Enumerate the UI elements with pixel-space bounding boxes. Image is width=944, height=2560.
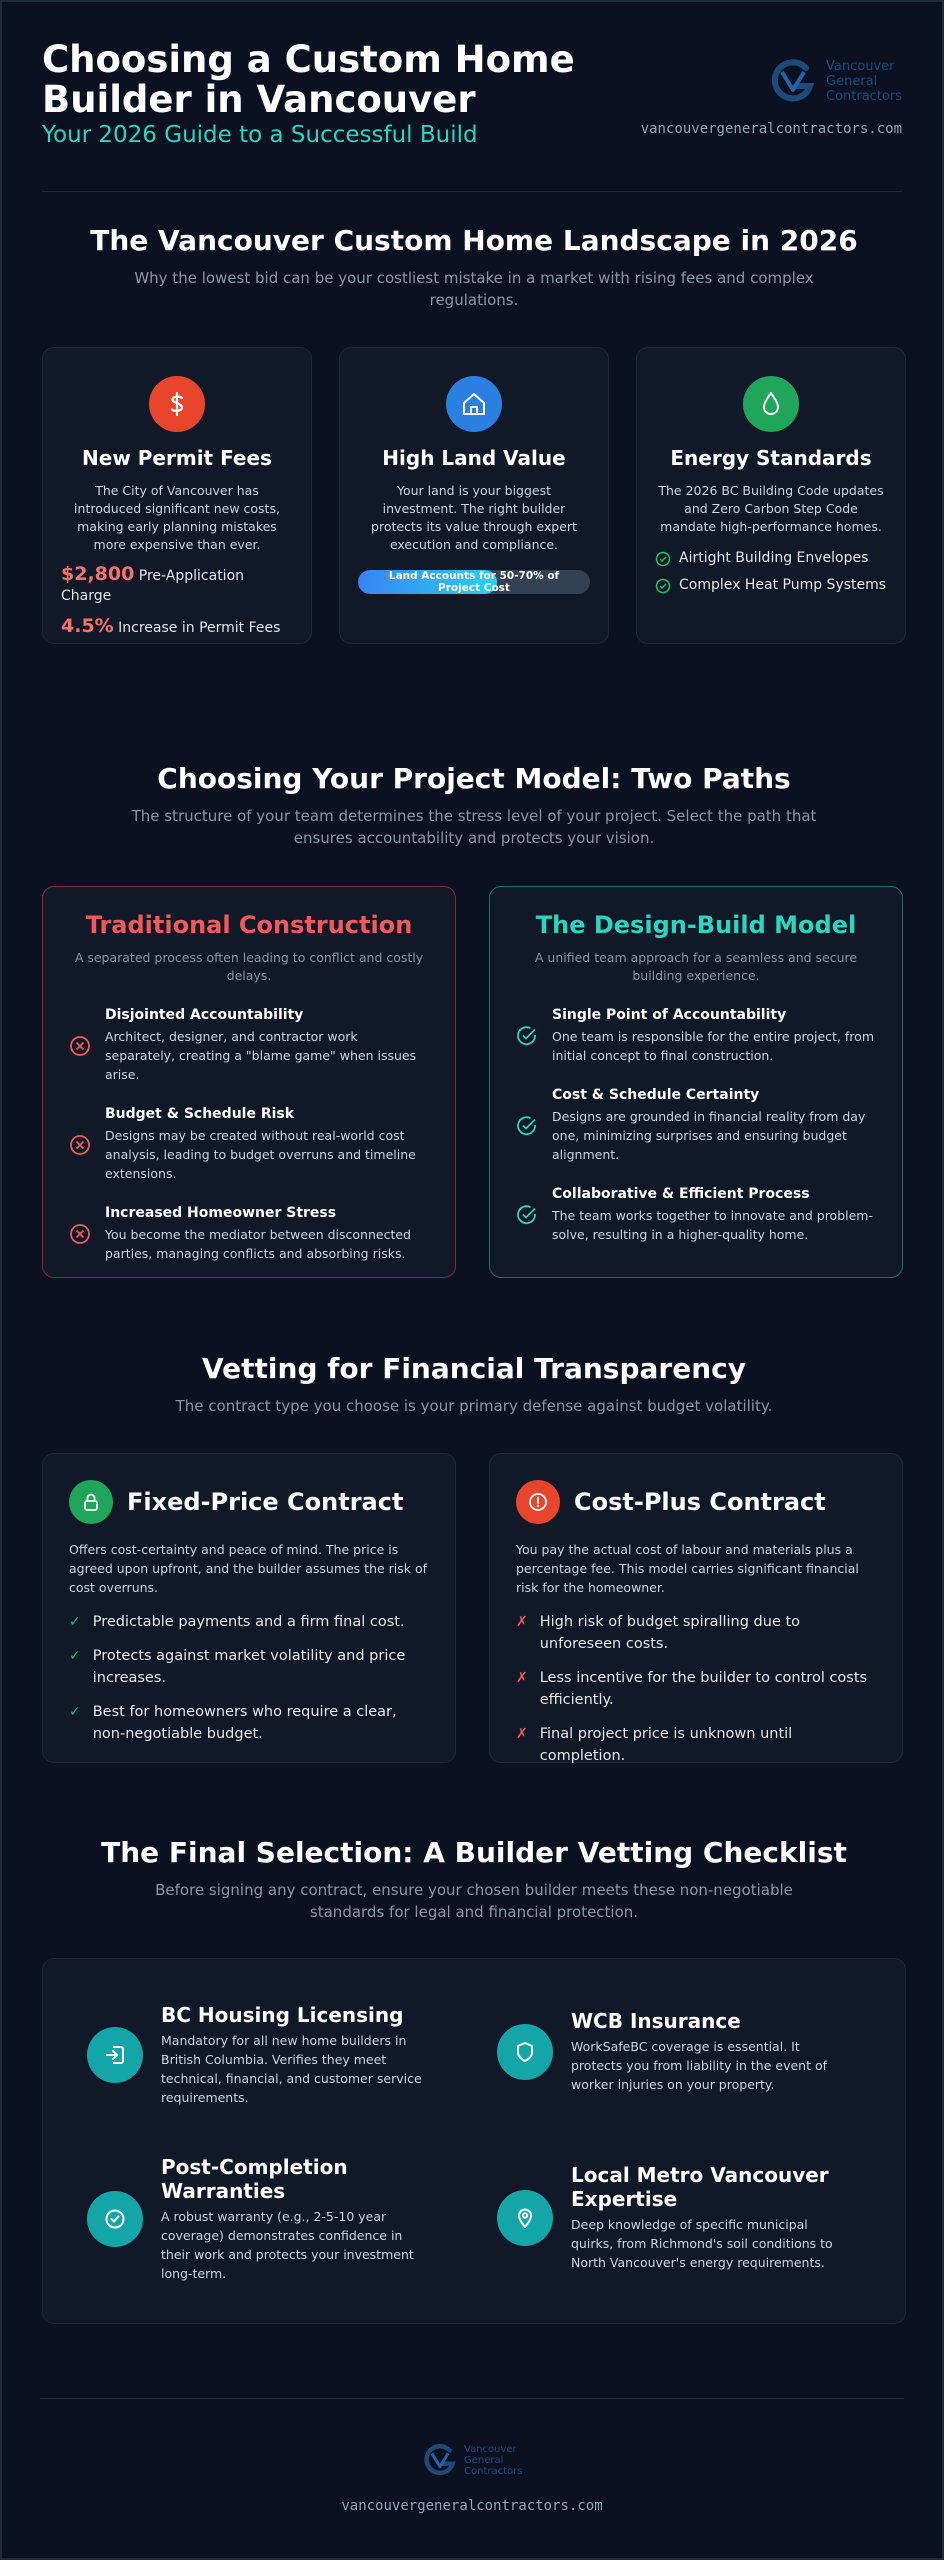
logo-line: Vancouver xyxy=(826,58,895,74)
checklist-card xyxy=(42,1958,906,2324)
checklist-item-wcb: WCB Insurance WorkSafeBC coverage is essential. It protects you from liability in the event of worker injuries on your property. xyxy=(497,2009,837,2094)
footer-url[interactable]: vancouvergeneralcontractors.com xyxy=(341,2498,603,2514)
alert-icon xyxy=(516,1480,560,1524)
landscape-cards xyxy=(42,347,906,647)
logo-line: General xyxy=(464,2454,504,2466)
card-title: High Land Value xyxy=(382,446,566,470)
card-title: New Permit Fees xyxy=(82,446,272,470)
list-item: Increased Homeowner Stress You become the mediator between disconnected parties, managing conflicts and absorbing risks. xyxy=(69,1205,429,1263)
section-title: The Vancouver Custom Home Landscape in 2026 xyxy=(90,224,858,257)
section-title: The Final Selection: A Builder Vetting Checklist xyxy=(101,1836,847,1869)
list-item: ✓ Predictable payments and a firm final cost. xyxy=(69,1611,429,1633)
list-item: ✗ High risk of budget spiralling due to unforeseen costs. xyxy=(516,1611,876,1655)
list-item: ✓ Protects against market volatility and price increases. xyxy=(69,1645,429,1689)
card-description: Your land is your biggest investment. The right builder protects its value through expert execution and compliance. xyxy=(371,483,577,552)
check-circle-icon xyxy=(516,1025,538,1047)
section-subtitle: The contract type you choose is your primary defense against budget volatility. xyxy=(175,1397,773,1415)
check-circle-icon xyxy=(655,551,671,567)
logo-line: Contractors xyxy=(464,2465,523,2477)
check-icon: ✓ xyxy=(69,1704,81,1720)
vgc-logo-icon xyxy=(766,54,820,108)
vgc-logo-icon xyxy=(420,2440,460,2480)
contract-cards xyxy=(42,1453,906,1765)
logo[interactable] xyxy=(766,54,902,108)
check-circle-icon xyxy=(516,1204,538,1226)
x-circle-icon xyxy=(69,1223,91,1245)
cross-icon: ✗ xyxy=(516,1614,528,1630)
card-description: The City of Vancouver has introduced significant new costs, making early planning mistakes more expensive than ever. xyxy=(74,483,280,552)
section-title: Choosing Your Project Model: Two Paths xyxy=(157,762,791,795)
list-item: Complex Heat Pump Systems xyxy=(655,575,887,596)
land-cost-bar xyxy=(358,570,590,594)
check-icon: ✓ xyxy=(69,1648,81,1664)
card-title: The Design-Build Model xyxy=(535,911,857,939)
stat-pre-application: $2,800 Pre-Application Charge xyxy=(61,563,245,604)
card-description: The 2026 BC Building Code updates and Zero Carbon Step Code mandate high-performance homes. xyxy=(658,483,884,534)
check-icon: ✓ xyxy=(69,1614,81,1630)
fixed-price-list xyxy=(69,1611,429,1745)
list-item: ✓ Best for homeowners who require a clear, non-negotiable budget. xyxy=(69,1701,429,1745)
checklist-item-local-expertise: Local Metro Vancouver Expertise Deep knowledge of specific municipal quirks, from Richmond's soil conditions to North Vancouver's energy requirements. xyxy=(497,2163,837,2272)
card-title: Fixed-Price Contract xyxy=(127,1488,404,1516)
x-circle-icon xyxy=(69,1134,91,1156)
page-subtitle: Your 2026 Guide to a Successful Build xyxy=(42,122,478,148)
cost-plus-list xyxy=(516,1611,876,1767)
checklist-item-warranties: Post-Completion Warranties A robust warranty (e.g., 2-5-10 year coverage) demonstrates confidence in their work and protects your investment long-term. xyxy=(87,2155,427,2283)
card-title: Energy Standards xyxy=(670,446,872,470)
shield-icon xyxy=(497,2024,553,2080)
land-cost-bar-label: Land Accounts for 50-70% of Project Cost xyxy=(388,570,560,594)
header xyxy=(42,2,902,192)
check-circle-icon xyxy=(655,578,671,594)
lock-icon xyxy=(69,1480,113,1524)
land-value-card xyxy=(339,347,609,644)
energy-list xyxy=(655,548,887,596)
fixed-price-card xyxy=(42,1453,456,1763)
leaf-drop-icon xyxy=(743,376,799,432)
design-build-card xyxy=(489,886,903,1278)
list-item: Budget & Schedule Risk Designs may be created without real-world cost analysis, leading to budget overruns and timeline extensions. xyxy=(69,1106,429,1183)
logo-line: Vancouver xyxy=(464,2443,517,2455)
cross-icon: ✗ xyxy=(516,1726,528,1742)
section-title: Vetting for Financial Transparency xyxy=(202,1352,746,1385)
page-title: Choosing a Custom Home Builder in Vancouver xyxy=(42,38,575,121)
landscape-section xyxy=(42,224,906,311)
logo-line: General xyxy=(826,73,878,89)
section-subtitle: The structure of your team determines the stress level of your project. Select the path that ensures accountability and protects your vision. xyxy=(131,807,817,847)
finance-section xyxy=(42,1352,906,1417)
map-pin-icon xyxy=(497,2190,553,2246)
stat-permit-increase: 4.5% Increase in Permit Fees xyxy=(61,615,281,637)
cross-icon: ✗ xyxy=(516,1670,528,1686)
footer-divider xyxy=(40,2398,904,2399)
cost-plus-card xyxy=(489,1453,903,1763)
model-cards xyxy=(42,886,906,1281)
list-item: ✗ Less incentive for the builder to control costs efficiently. xyxy=(516,1667,876,1711)
permit-fees-card xyxy=(42,347,312,644)
traditional-card xyxy=(42,886,456,1278)
site-url[interactable]: vancouvergeneralcontractors.com xyxy=(640,121,902,137)
card-description: You pay the actual cost of labour and materials plus a percentage fee. This model carries significant financial risk for the homeowner. xyxy=(516,1542,859,1595)
dollar-icon xyxy=(149,376,205,432)
sign-in-icon xyxy=(87,2027,143,2083)
card-description: A separated process often leading to conflict and costly delays. xyxy=(74,950,424,983)
card-title: Cost-Plus Contract xyxy=(574,1488,826,1516)
list-item: Collaborative & Efficient Process The team works together to innovate and problem-solve, resulting in a higher-quality home. xyxy=(516,1186,876,1244)
card-title: Traditional Construction xyxy=(85,911,413,939)
card-description: Offers cost-certainty and peace of mind. The price is agreed upon upfront, and the builder assumes the risk of cost overruns. xyxy=(69,1542,428,1595)
check-circle-icon xyxy=(516,1115,538,1137)
list-item: Disjointed Accountability Architect, designer, and contractor work separately, creating a "blame game" when issues arise. xyxy=(69,1007,429,1084)
logo-line: Contractors xyxy=(826,88,902,104)
x-circle-icon xyxy=(69,1035,91,1057)
footer-logo[interactable] xyxy=(420,2440,522,2480)
energy-standards-card xyxy=(636,347,906,644)
home-icon xyxy=(446,376,502,432)
card-description: A unified team approach for a seamless and secure building experience. xyxy=(534,950,858,983)
checklist-item-licensing: BC Housing Licensing Mandatory for all new home builders in British Columbia. Verifies they meet technical, financial, and customer service requirements. xyxy=(87,2003,427,2107)
checklist-section xyxy=(42,1836,906,1923)
list-item: Airtight Building Envelopes xyxy=(655,548,887,569)
list-item: ✗ Final project price is unknown until completion. xyxy=(516,1723,876,1767)
section-subtitle: Why the lowest bid can be your costliest mistake in a market with rising fees and complex regulations. xyxy=(134,269,814,309)
list-item: Single Point of Accountability One team is responsible for the entire project, from initial concept to final construction. xyxy=(516,1007,876,1065)
section-subtitle: Before signing any contract, ensure your chosen builder meets these non-negotiable standards for legal and financial protection. xyxy=(155,1881,793,1921)
list-item: Cost & Schedule Certainty Designs are grounded in financial reality from day one, minimizing surprises and ensuring budget alignment. xyxy=(516,1087,876,1164)
check-circle-icon xyxy=(87,2191,143,2247)
models-section xyxy=(42,762,906,849)
